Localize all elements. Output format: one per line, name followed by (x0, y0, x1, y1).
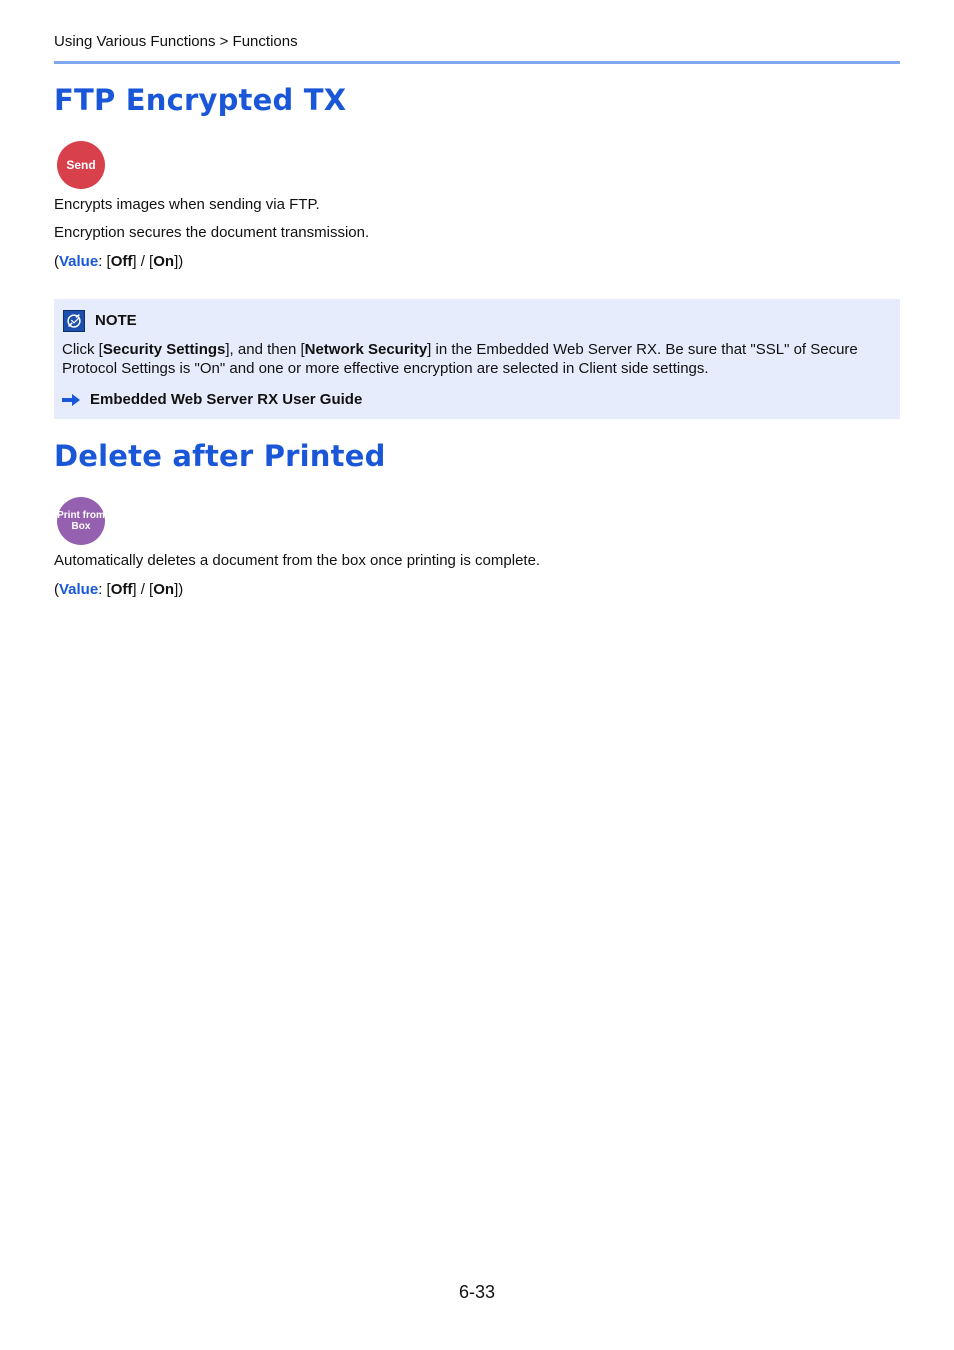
send-badge-label: Send (66, 158, 96, 172)
note-title: NOTE (95, 312, 137, 329)
section-title-ftp-encrypted-tx: FTP Encrypted TX (54, 83, 347, 117)
page (54, 0, 900, 1350)
badge-line-1: Print from (57, 510, 105, 521)
note-icon (63, 310, 85, 332)
note-text-part: ] in the Embedded Web Server RX. Be sure that "SSL" of Secure Protocol Settings is "On" and one or more effective encryption are selected in Client side settings. (62, 341, 858, 377)
value-off: Off (110, 581, 133, 598)
network-security-label: Network Security (304, 341, 428, 358)
paragraph: Automatically deletes a document from the box once printing is complete. (54, 552, 541, 569)
user-guide-link-label: Embedded Web Server RX User Guide (90, 391, 363, 408)
paragraph: Encryption secures the document transmission. (54, 224, 370, 241)
value-off: Off (110, 253, 133, 270)
value-line: (Value: [Off] / [On]) (54, 581, 184, 598)
value-on: On (153, 253, 175, 270)
security-settings-label: Security Settings (102, 341, 226, 358)
value-key: Value (59, 581, 99, 598)
value-on: On (153, 581, 175, 598)
note-box (54, 299, 900, 419)
note-text-part: Click [ (62, 341, 103, 358)
value-key: Value (59, 253, 99, 270)
breadcrumb: Using Various Functions > Functions (54, 33, 298, 50)
section-title-delete-after-printed: Delete after Printed (54, 439, 386, 473)
print-from-box-badge-icon (57, 497, 105, 545)
header-rule (54, 61, 900, 64)
badge-line-2: Box (71, 521, 91, 532)
send-badge-icon (57, 141, 105, 189)
value-line: (Value: [Off] / [On]) (54, 253, 184, 270)
note-text (62, 340, 882, 378)
arrow-right-icon (62, 394, 80, 406)
user-guide-link[interactable] (62, 391, 362, 408)
page-number: 6-33 (458, 1282, 496, 1302)
paragraph: Encrypts images when sending via FTP. (54, 196, 320, 213)
note-text-part: ], and then [ (225, 341, 305, 358)
